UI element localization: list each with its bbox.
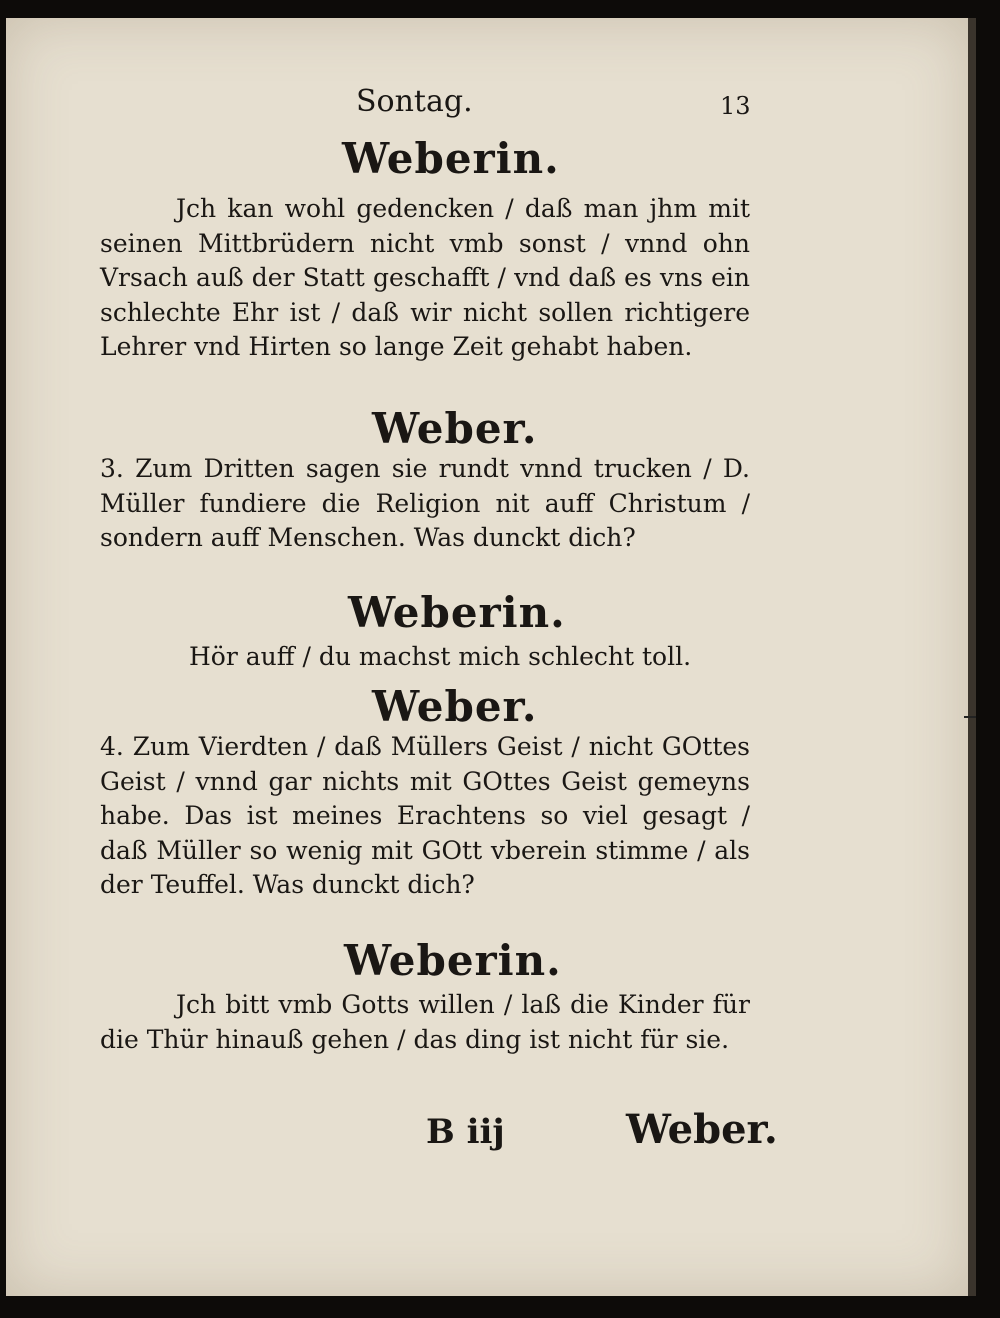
signature-mark: B iij [426,1112,505,1152]
edge-mark [964,716,976,718]
speaker-heading: Weber. [372,682,538,731]
page-edge [968,18,976,1296]
speaker-heading: Weberin. [342,134,560,183]
catchword: Weber. [626,1106,778,1153]
speaker-heading: Weber. [372,404,538,453]
paragraph: Jch kan wohl gedencken / daß man jhm mit seinen Mittbrüdern nicht vmb sonst / vnnd ohn Vrsach auß der Statt geschafft / vnd daß es vns ein schlechte Ehr ist / daß wir nicht sollen richtigere Lehrer vnd Hirten so lange Zeit gehabt haben. [100,194,750,361]
paragraph: Jch bitt vmb Gotts willen / laß die Kinder für die Thür hinauß gehen / das ding ist nicht für sie. [100,990,750,1054]
paragraph: Hör auff / du machst mich schlecht toll. [188,642,692,671]
paragraph: 4. Zum Vierdten / daß Müllers Geist / nicht GOttes Geist / vnnd gar nichts mit GOttes Geist gemeyns habe. Das ist meines Erachtens so viel gesagt / daß Müller so wenig mit GOtt vberein stimme / als der Teuffel. Was dunckt dich? [100,732,750,899]
paragraph: 3. Zum Dritten sagen sie rundt vnnd trucken / D. Müller fundiere die Religion nit auff Christum / sondern auff Menschen. Was dunckt dich? [100,454,750,552]
speaker-heading: Weberin. [348,588,566,637]
running-header: Sontag. [356,84,473,119]
speaker-heading: Weberin. [344,936,562,985]
page-number: 13 [720,92,751,120]
